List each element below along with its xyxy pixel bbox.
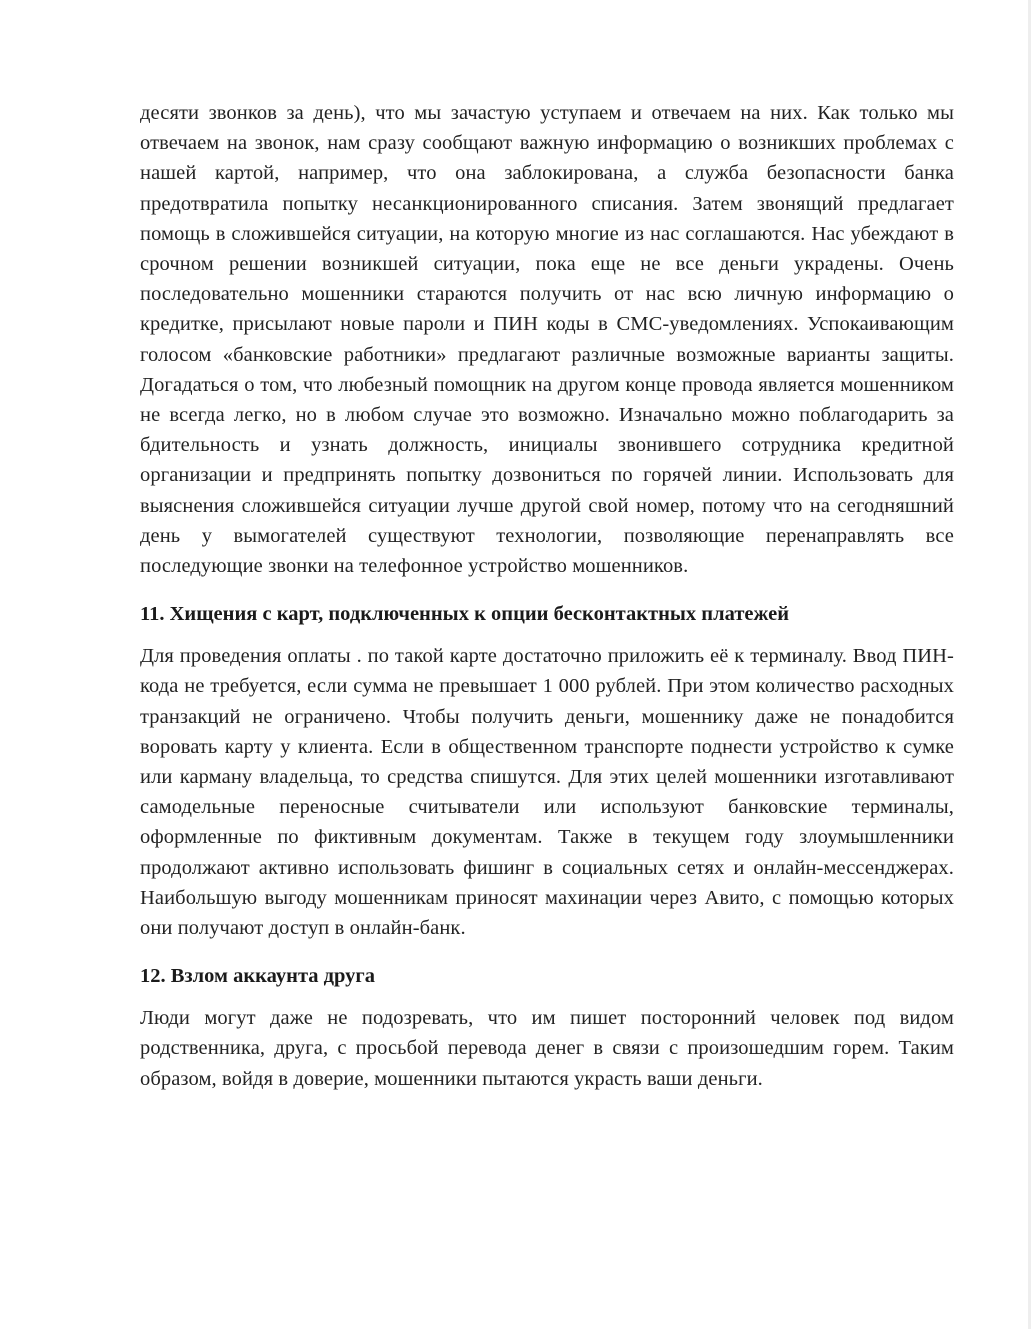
- paragraph-continued: десяти звонков за день), что мы зачастую уступаем и отвечаем на них. Как только мы отвечаем на звонок, нам сразу сообщают важную информацию о возникших проблемах с нашей картой, например, что она заблокирована, а служба безопасности банка предотвратила попытку несанкционированного списания. Затем звонящий предлагает помощь в сложившейся ситуации, на которую многие из нас соглашаются. Нас убеждают в срочном решении возникшей ситуации, пока еще не все деньги украдены. Очень последовательно мошенники стараются получить от нас всю личную информацию о кредитке, присылают новые пароли и ПИН коды в СМС-уведомлениях. Успокаивающим голосом «банковские работники» предлагают различные возможные варианты защиты. Догадаться о том, что любезный помощник на другом конце провода является мошенником не всегда легко, но в любом случае это возможно. Изначально можно поблагодарить за бдительность и узнать должность, инициалы звонившего сотрудника кредитной организации и предпринять попытку дозвониться по горячей линии. Использовать для выяснения сложившейся ситуации лучше другой свой номер, потому что на сегодняшний день у вымогателей существуют технологии, позволяющие перенаправлять все последующие звонки на телефонное устройство мошенников.: [140, 102, 954, 578]
- paragraph-contactless-payments: Для проведения оплаты . по такой карте достаточно приложить её к терминалу. Ввод ПИН-кода не требуется, если сумма не превышает 1 000 рублей. При этом количество расходных транзакций не ограничено. Чтобы получить деньги, мошеннику даже не понадобится воровать карту у клиента. Если в общественном транспорте поднести устройство к сумке или карману владельца, то средства спишутся. Для этих целей мошенники изготавливают самодельные переносные считыватели или используют банковские терминалы, оформленные по фиктивным документам. Также в текущем году злоумышленники продолжают активно использовать фишинг в социальных сетях и онлайн-мессенджерах. Наибольшую выгоду мошенникам приносят махинации через Авито, с помощью которых они получают доступ в онлайн-банк.: [140, 645, 954, 940]
- section-heading-12: 12. Взлом аккаунта друга: [140, 965, 375, 988]
- document-body: [140, 98, 954, 1094]
- paragraph-friend-account-hack: Люди могут даже не подозревать, что им пишет посторонний человек под видом родственника, друга, с просьбой перевода денег в связи с произошедшим горем. Таким образом, войдя в доверие, мошенники пытаются украсть ваши деньги.: [140, 1007, 954, 1090]
- section-heading-11: 11. Хищения с карт, подключенных к опции бесконтактных платежей: [140, 603, 790, 626]
